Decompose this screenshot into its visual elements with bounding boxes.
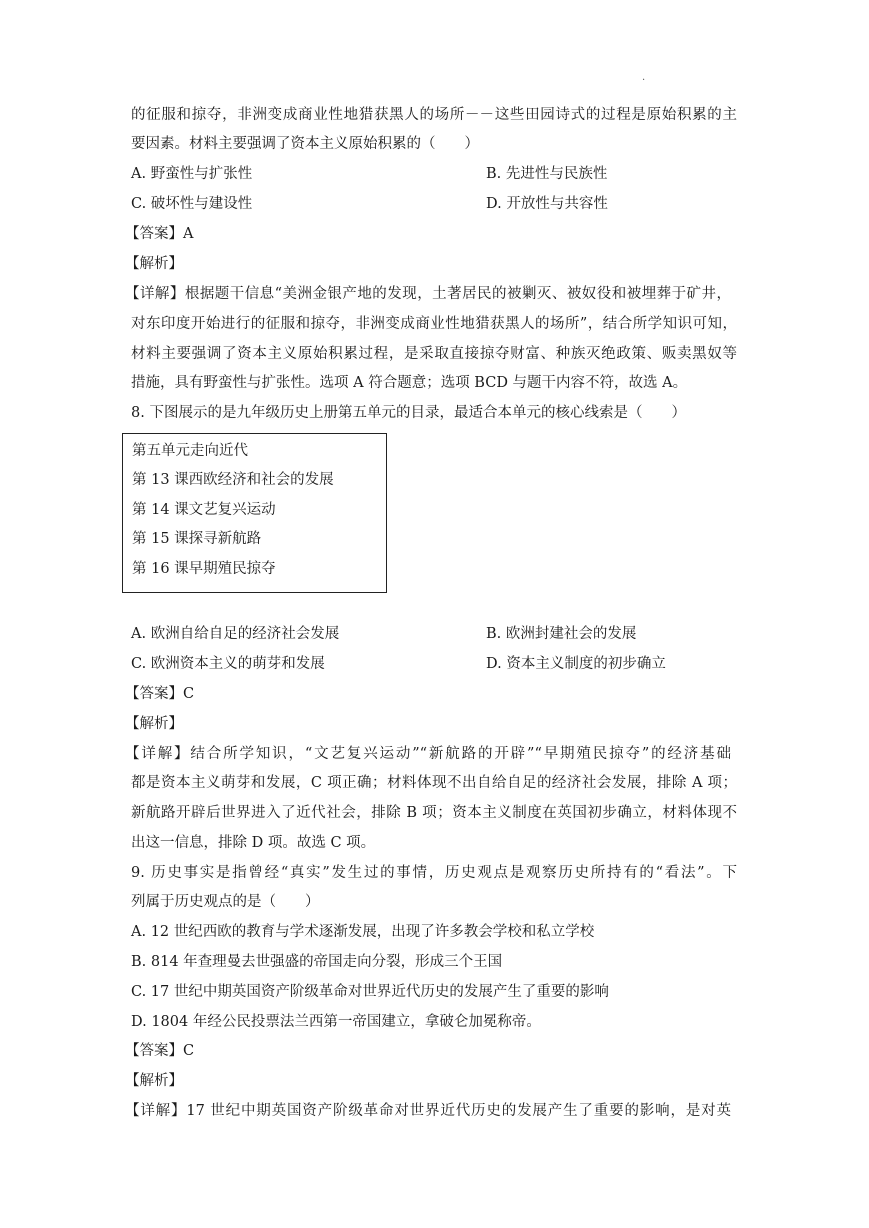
toc-lesson-13: 第 13 课西欧经济和社会的发展 bbox=[132, 472, 334, 488]
q7-option-d: D. 开放性与共容性 bbox=[486, 196, 608, 212]
toc-lesson-14: 第 14 课文艺复兴运动 bbox=[132, 502, 276, 518]
q8-detail-line-1: 【详解】结合所学知识，“文艺复兴运动”“新航路的开辟”“早期殖民掠夺”的经济基础 bbox=[125, 746, 731, 762]
q7-option-b: B. 先进性与民族性 bbox=[486, 166, 608, 182]
q7-stem-line-2: 要因素。材料主要强调了资本主义原始积累的（ ） bbox=[131, 136, 479, 152]
q9-option-d: D. 1804 年经公民投票法兰西第一帝国建立，拿破仑加冕称帝。 bbox=[131, 1014, 541, 1030]
q8-option-c: C. 欧洲资本主义的萌芽和发展 bbox=[131, 656, 325, 672]
q7-detail-line-2: 对东印度开始进行的征服和掠夺，非洲变成商业性地猎获黑人的场所”，结合所学知识可知， bbox=[131, 316, 737, 332]
q7-option-a: A. 野蛮性与扩张性 bbox=[131, 166, 253, 182]
q7-detail-line-3: 材料主要强调了资本主义原始积累过程，是采取直接掠夺财富、种族灭绝政策、贩卖黑奴等 bbox=[131, 346, 737, 362]
q9-stem-line-2: 列属于历史观点的是（ ） bbox=[131, 894, 320, 910]
q9-answer: 【答案】C bbox=[125, 1043, 195, 1059]
q8-option-d: D. 资本主义制度的初步确立 bbox=[486, 656, 666, 672]
q9-option-b: B. 814 年查理曼去世强盛的帝国走向分裂，形成三个王国 bbox=[131, 954, 503, 970]
q7-option-c: C. 破坏性与建设性 bbox=[131, 196, 253, 212]
toc-lesson-16: 第 16 课早期殖民掠夺 bbox=[132, 561, 276, 577]
header-dot: . bbox=[642, 72, 646, 83]
q8-option-b: B. 欧洲封建社会的发展 bbox=[486, 626, 637, 642]
q8-detail-line-3: 新航路开辟后世界进入了近代社会，排除 B 项；资本主义制度在英国初步确立，材料体现不 bbox=[131, 805, 737, 821]
q7-analysis-label: 【解析】 bbox=[125, 256, 183, 272]
q9-stem-line-1: 9. 历史事实是指曾经“真实”发生过的事情，历史观点是观察历史所持有的“看法”。下 bbox=[131, 865, 737, 881]
q9-detail-line-1: 【详解】17 世纪中期英国资产阶级革命对世界近代历史的发展产生了重要的影响，是对英 bbox=[125, 1103, 731, 1119]
q8-option-a: A. 欧洲自给自足的经济社会发展 bbox=[131, 626, 340, 642]
toc-lesson-15: 第 15 课探寻新航路 bbox=[132, 531, 262, 547]
table-of-contents-box bbox=[122, 433, 387, 593]
q7-detail-line-1: 【详解】根据题干信息“美洲金银产地的发现，土著居民的被剿灭、被奴役和被埋葬于矿井， bbox=[125, 286, 731, 302]
q8-detail-line-2: 都是资本主义萌芽和发展，C 项正确；材料体现不出自给自足的经济社会发展，排除 A 项； bbox=[131, 775, 737, 791]
q7-stem-line-1: 的征服和掠夺，非洲变成商业性地猎获黑人的场所－－这些田园诗式的过程是原始积累的主 bbox=[131, 107, 737, 123]
q8-detail-line-4: 出这一信息，排除 D 项。故选 C 项。 bbox=[131, 835, 376, 851]
q8-analysis-label: 【解析】 bbox=[125, 716, 183, 732]
toc-unit-title: 第五单元走向近代 bbox=[132, 443, 248, 459]
q8-answer: 【答案】C bbox=[125, 686, 195, 702]
q7-detail-line-4: 措施，具有野蛮性与扩张性。选项 A 符合题意；选项 BCD 与题干内容不符，故选 A。 bbox=[131, 375, 688, 391]
q9-option-c: C. 17 世纪中期英国资产阶级革命对世界近代历史的发展产生了重要的影响 bbox=[131, 984, 609, 1000]
q8-stem: 8. 下图展示的是九年级历史上册第五单元的目录，最适合本单元的核心线索是（ ） bbox=[131, 405, 686, 421]
q9-option-a: A. 12 世纪西欧的教育与学术逐渐发展，出现了许多教会学校和私立学校 bbox=[131, 924, 595, 940]
q9-analysis-label: 【解析】 bbox=[125, 1073, 183, 1089]
q7-answer: 【答案】A bbox=[125, 226, 194, 242]
